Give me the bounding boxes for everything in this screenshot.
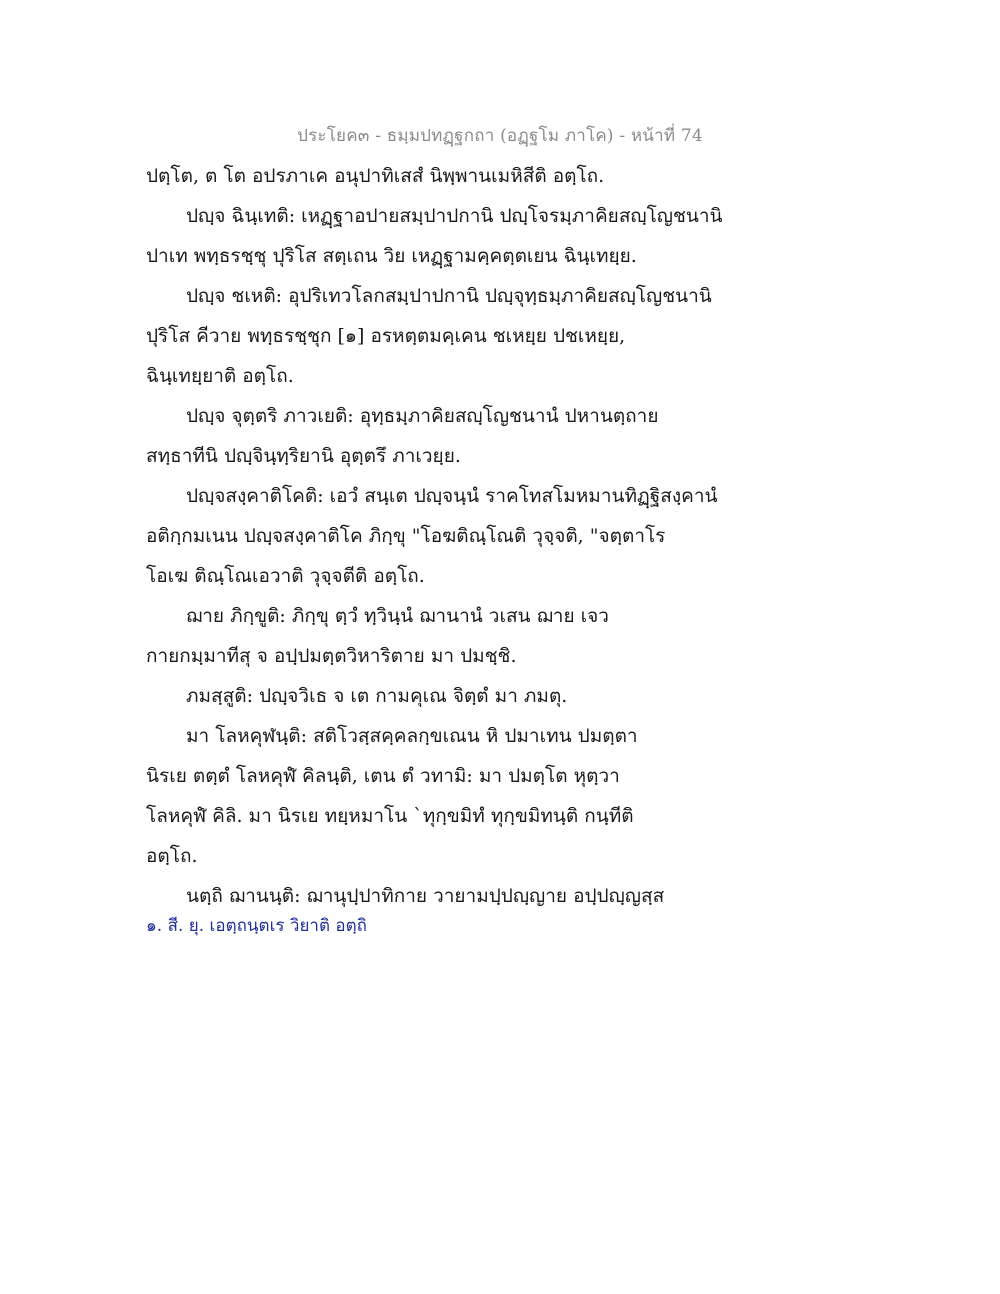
text-line: มา โลหคุฬนฺติ: สติโวสฺสคฺคลกฺขเณน หิ ปมาเทน ปมตฺตา: [186, 725, 638, 747]
page-header: ประโยค๓ - ธมฺมปทฏฺฐกถา (อฏฺฐโม ภาโค) - หน้าที่ 74: [297, 126, 703, 146]
text-line: ปญฺจ ฉินฺเทติ: เหฏฺฐาอปายสมฺปาปกานิ ปญฺโจรมฺภาคิยสญฺโญชนานิ: [186, 205, 723, 227]
text-line: โอเฆ ติณฺโณเอวาติ วุจฺจตีติ อตฺโถ.: [146, 565, 425, 587]
text-line: ปตฺโต, ต โต อปรภาเค อนุปาทิเสสํ นิพฺพานเมหิสีติ อตฺโถ.: [146, 165, 605, 187]
text-line: สทฺธาทีนิ ปญฺจินฺทฺริยานิ อุตฺตรึ ภาเวยฺย.: [146, 445, 461, 467]
text-line: นตฺถิ ฌานนฺติ: ฌานุปฺปาทิกาย วายามปฺปญฺญาย อปฺปญฺญสฺส: [186, 885, 665, 907]
text-line: ปญฺจ จุตฺตริ ภาวเยติ: อุทฺธมฺภาคิยสญฺโญชนานํ ปหานตฺถาย: [186, 405, 659, 427]
text-line: ปุริโส คีวาย พทฺธรชฺชุก [๑] อรหตฺตมคฺเคน ชเหยฺย ปชเหยฺย,: [146, 325, 626, 347]
text-line: ปญฺจ ชเหติ: อุปริเทวโลกสมฺปาปกานิ ปญฺจุทฺธมฺภาคิยสญฺโญชนานิ: [186, 285, 712, 307]
text-line: นิรเย ตตฺตํ โลหคุฬํ คิลนฺติ, เตน ตํ วทามิ: มา ปมตฺโต หุตฺวา: [146, 765, 620, 787]
footnote: ๑. สี. ยุ. เอตฺถนฺตเร วิยาติ อตฺถิ: [146, 916, 367, 936]
text-line: โลหคุฬํ คิลิ. มา นิรเย ทยฺหมาโน `ทุกฺขมิทํ ทุกฺขมิทนฺติ กนฺทีติ: [146, 805, 634, 827]
text-line: อตฺโถ.: [146, 845, 198, 867]
body-text: [146, 156, 726, 916]
text-line: กายกมฺมาทีสุ จ อปฺปมตฺตวิหาริตาย มา ปมชฺชิ.: [146, 645, 517, 667]
text-line: ภมสฺสูติ: ปญฺจวิเธ จ เต กามคุเณ จิตฺตํ มา ภมตุ.: [186, 685, 568, 707]
text-line: ปญฺจสงฺคาติโคติ: เอวํ สนฺเต ปญฺจนฺนํ ราคโทสโมหมานทิฏฺฐิสงฺคานํ: [186, 485, 718, 507]
text-line: ฌาย ภิกฺขูติ: ภิกฺขุ ตฺวํ ทฺวินฺนํ ฌานานํ วเสน ฌาย เจว: [186, 605, 609, 627]
text-line: ปาเท พทฺธรชฺชุ ปุริโส สตฺเถน วิย เหฏฺฐามคฺคตฺตเยน ฉินฺเทยฺย.: [146, 245, 637, 267]
text-line: อติกฺกมเนน ปญฺจสงฺคาติโค ภิกฺขุ "โอฆติณฺโณติ วุจฺจติ, "จตฺตาโร: [146, 525, 666, 547]
text-line: ฉินฺเทยฺยาติ อตฺโถ.: [146, 365, 294, 387]
